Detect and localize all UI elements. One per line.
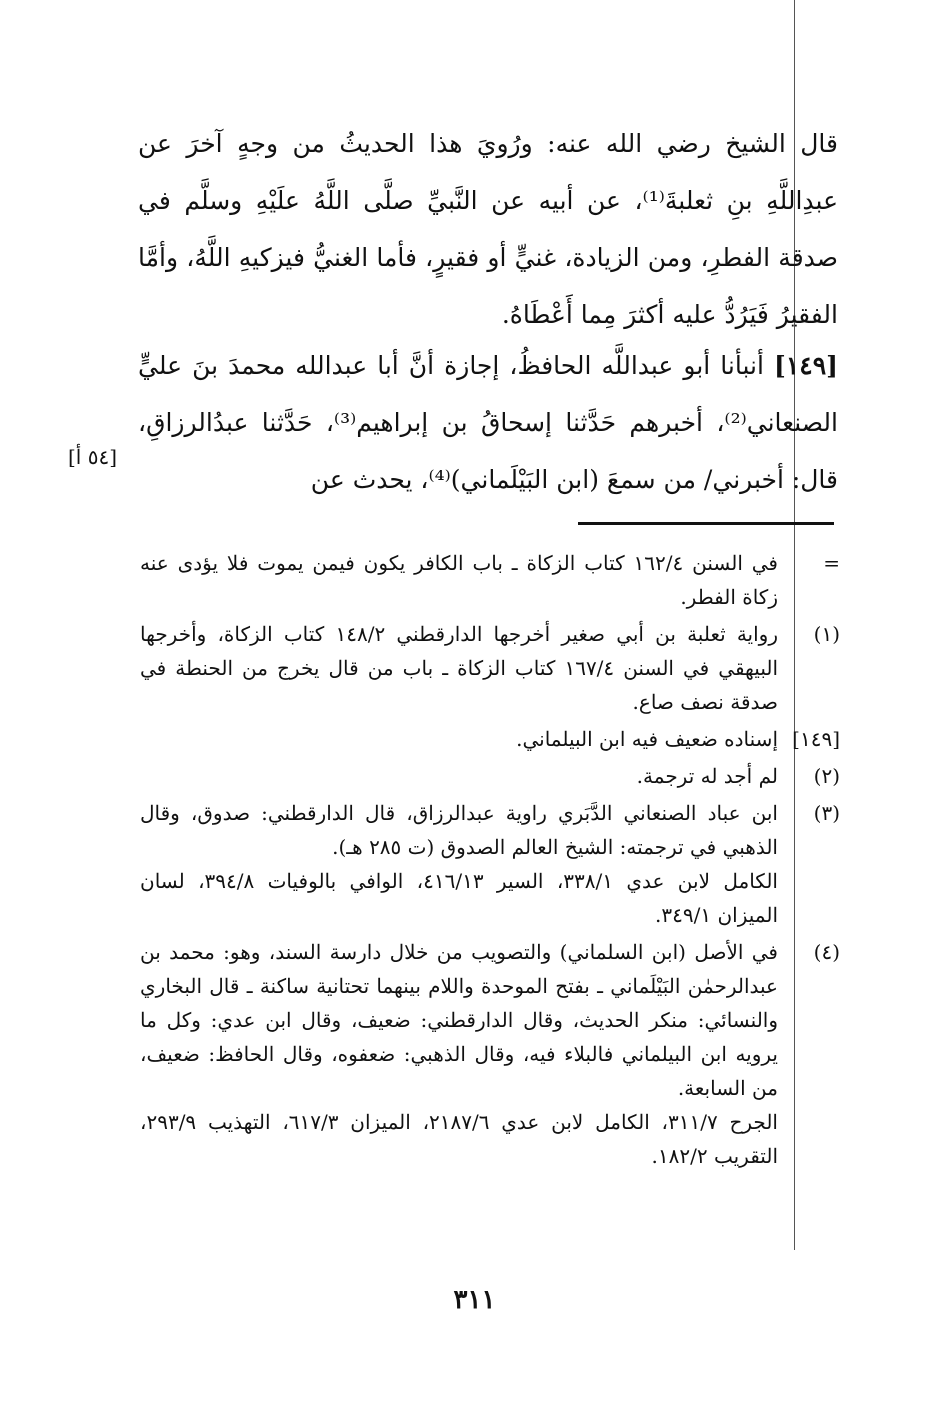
footnote-4 <box>140 935 840 1173</box>
footnote-mark: (١) <box>813 622 840 646</box>
footnote-text: رواية ثعلبة بن أبي صغير أخرجها الدارقطني ١٤٨/٢ كتاب الزكاة، وأخرجها البيهقي في السنن ١٦٧/٤ كتاب الزكاة ـ باب من قال يخرج من الحنطة في صدقة نصف صاع. <box>140 622 779 714</box>
footnotes-section <box>140 546 840 1176</box>
footnote-mark: (٣) <box>813 801 840 825</box>
hadith-number: [١٤٩] <box>774 351 838 380</box>
page-number: ٣١١ <box>453 1285 496 1315</box>
footnote-mark: = <box>823 551 840 575</box>
footnote-mark: (٤) <box>813 940 840 964</box>
footnote-text: لم أجد له ترجمة. <box>636 764 778 788</box>
main-paragraph-1: قال الشيخ رضي الله عنه: ورُويَ هذا الحديثُ من وجهٍ آخرَ عن عبدِاللَّهِ بنِ ثعلبةَ⁽¹⁾، عن أبيه عن النَّبيِّ صلَّى اللَّهُ علَيْهِ وسلَّم في صدقة الفطرِ، ومن الزيادة، غنيٍّ أو فقيرٍ، فأما الغنيُّ فيزكيهِ اللَّهُ، وأمَّا الفقيرُ فَيَرُدُّ عليه أكثرَ مِما أَعْطَاهُ. <box>138 129 838 329</box>
footnote-3 <box>140 796 840 932</box>
footnote-separator <box>578 522 834 525</box>
footnote-text: إسناده ضعيف فيه ابن البيلماني. <box>516 727 778 751</box>
footnote-text: في السنن ١٦٢/٤ كتاب الزكاة ـ باب الكافر يكون فيمن يموت فلا يؤدى عنه زكاة الفطر. <box>140 551 778 609</box>
footnote-mark: [١٤٩] <box>792 727 840 751</box>
main-paragraph-2 <box>138 337 838 508</box>
footnote-text <box>140 796 778 932</box>
footnote-references: الكامل لابن عدي ٣٣٨/١، السير ٤١٦/١٣، الوافي بالوفيات ٣٩٤/٨، لسان الميزان ٣٤٩/١. <box>140 869 778 927</box>
footnote-mark: (٢) <box>813 764 840 788</box>
manuscript-folio-note: [٥٤ أ] <box>68 445 118 469</box>
footnote-2 <box>140 759 840 793</box>
hadith-text: أنبأنا أبو عبداللَّه الحافظُ، إجازة أنَّ أبا عبدالله محمدَ بنَ عليٍّ الصنعاني⁽²⁾، أخبرهم حَدَّثنا إسحاقُ بن إبراهيم⁽³⁾، حَدَّثنا عبدُالرزاقِ، قال: أخبرني/ من سمعَ (ابن البَيْلَماني)⁽⁴⁾، يحدث عن <box>138 351 838 494</box>
footnote-1 <box>140 617 840 719</box>
footnote-paragraph: في الأصل (ابن السلماني) والتصويب من خلال دارسة السند، وهو: محمد بن عبدالرحمٰن البَيْلَماني ـ بفتح الموحدة واللام بينهما تحتانية ساكنة ـ قال البخاري والنسائي: منكر الحديث، وقال الدارقطني: ضعيف، وقال ابن عدي: وكل ما يرويه ابن البيلماني فالبلاء فيه، وقال الذهبي: ضعفوه، وقال الحافظ: ضعيف، من السابعة. <box>140 940 778 1100</box>
footnote-149 <box>140 722 840 756</box>
footnote-text <box>140 935 778 1173</box>
footnote-continued <box>140 546 840 614</box>
footnote-references: الجرح ٣١١/٧، الكامل لابن عدي ٢١٨٧/٦، الميزان ٦١٧/٣، التهذيب ٢٩٣/٩، التقريب ١٨٢/٢. <box>140 1110 778 1168</box>
footnote-paragraph: ابن عباد الصنعاني الدَّبَري راوية عبدالرزاق، قال الدارقطني: صدوق، وقال الذهبي في ترجمته: الشيخ العالم الصدوق (ت ٢٨٥ هـ). <box>140 801 778 859</box>
